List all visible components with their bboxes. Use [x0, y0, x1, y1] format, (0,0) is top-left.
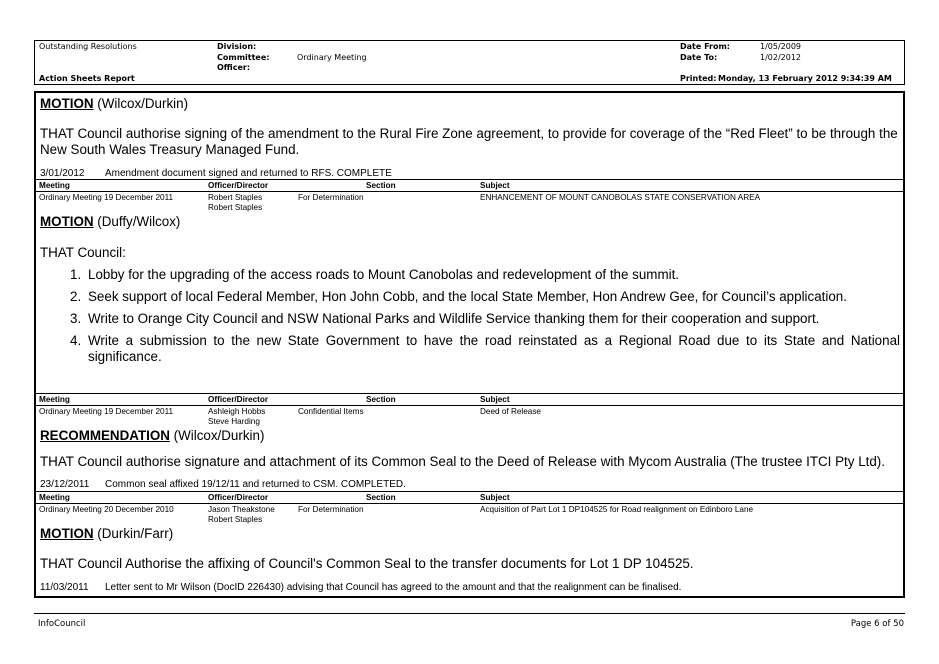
- motion-movers: (Duffy/Wilcox): [93, 214, 181, 229]
- director-value: Robert Staples: [208, 203, 263, 212]
- col-subject: Subject: [480, 181, 510, 190]
- recommendation-heading: [40, 428, 264, 444]
- meeting-value: Ordinary Meeting 20 December 2010: [39, 505, 174, 514]
- motion-heading: [40, 96, 188, 112]
- printed-label: Printed:: [680, 74, 717, 83]
- col-subject: Subject: [480, 395, 510, 404]
- officer-value: Jason Theakstone: [208, 505, 275, 514]
- action-text: Amendment document signed and returned to RFS. COMPLETE: [105, 168, 392, 179]
- director-value: Robert Staples: [208, 515, 263, 524]
- officer-value: Ashleigh Hobbs: [208, 407, 266, 416]
- motion-movers: (Wilcox/Durkin): [93, 96, 189, 111]
- printed-value: Monday, 13 February 2012 9:34:39 AM: [718, 74, 892, 83]
- action-text: Letter sent to Mr Wilson (DocID 226430) advising that Council has agreed to the amount and that the realignment can be finalised.: [105, 582, 682, 593]
- date-from-label: Date From:: [680, 42, 731, 51]
- page-number: Page 6 of 50: [850, 619, 904, 629]
- resolution-items: [70, 267, 900, 371]
- resolution-text: THAT Council authorise signature and attachment of its Common Seal to the Deed of Release with Mycom Australia (The trustee ITCI Pty Ltd).: [40, 454, 885, 469]
- motion-movers: (Durkin/Farr): [93, 526, 174, 541]
- action-date: 23/12/2011: [40, 479, 90, 490]
- footer-app-name: InfoCouncil: [38, 619, 86, 629]
- action-date: 11/03/2011: [40, 582, 89, 593]
- col-meeting: Meeting: [39, 395, 70, 404]
- col-officer: Officer/Director: [208, 493, 269, 502]
- divider: [36, 503, 903, 504]
- divider: [36, 405, 903, 406]
- resolution-text: THAT Council authorise signing of the amendment to the Rural Fire Zone agreement, to provide for coverage of the “Red Fleet” to be through the New South Wales Treasury Managed Fund.: [40, 126, 898, 157]
- officer-value: Robert Staples: [208, 193, 263, 202]
- motion-heading: [40, 526, 173, 542]
- director-value: Steve Harding: [208, 417, 260, 426]
- officer-label: Officer:: [217, 63, 251, 72]
- report-header: [34, 40, 905, 85]
- report-type: Action Sheets Report: [39, 74, 135, 83]
- section-value: For Determination: [298, 505, 364, 514]
- motion-keyword: MOTION: [40, 96, 94, 111]
- col-subject: Subject: [480, 493, 510, 502]
- divider: [36, 393, 903, 394]
- col-officer: Officer/Director: [208, 395, 269, 404]
- list-item: 2. Seek support of local Federal Member, Hon John Cobb, and the local State Member, Hon Andrew Gee, for Council’s application.: [70, 289, 847, 304]
- report-title: Outstanding Resolutions: [39, 42, 137, 51]
- action-text: Common seal affixed 19/12/11 and returned to CSM. COMPLETED.: [105, 479, 406, 490]
- division-label: Division:: [217, 42, 257, 51]
- date-to-value: 1/02/2012: [760, 53, 802, 62]
- col-meeting: Meeting: [39, 181, 70, 190]
- resolution-text: THAT Council Authorise the affixing of Council's Common Seal to the transfer documents for Lot 1 DP 104525.: [40, 556, 694, 571]
- motion-keyword: RECOMMENDATION: [40, 428, 170, 443]
- col-officer: Officer/Director: [208, 181, 269, 190]
- motion-movers: (Wilcox/Durkin): [169, 428, 265, 443]
- motion-keyword: MOTION: [40, 214, 94, 229]
- section-value: For Determination: [298, 193, 364, 202]
- divider: [36, 491, 903, 492]
- subject-value: Acquisition of Part Lot 1 DP104525 for Road realignment on Edinboro Lane: [480, 505, 754, 514]
- motion-keyword: MOTION: [40, 526, 94, 541]
- subject-value: Deed of Release: [480, 407, 541, 416]
- resolutions-box: [34, 91, 905, 598]
- subject-value: ENHANCEMENT OF MOUNT CANOBOLAS STATE CONSERVATION AREA: [480, 193, 761, 202]
- col-section: Section: [366, 181, 396, 190]
- date-from-value: 1/05/2009: [760, 42, 802, 51]
- col-section: Section: [366, 395, 396, 404]
- committee-label: Committee:: [217, 53, 270, 62]
- action-date: 3/01/2012: [40, 168, 85, 179]
- divider: [36, 191, 903, 192]
- date-to-label: Date To:: [680, 53, 718, 62]
- divider: [36, 179, 903, 180]
- footer-divider: [34, 613, 905, 614]
- meeting-value: Ordinary Meeting 19 December 2011: [39, 407, 174, 416]
- meeting-value: Ordinary Meeting 19 December 2011: [39, 193, 174, 202]
- col-section: Section: [366, 493, 396, 502]
- motion-heading: [40, 214, 180, 230]
- list-item: 1. Lobby for the upgrading of the access roads to Mount Canobolas and redevelopment of the summit.: [70, 267, 680, 282]
- committee-value: Ordinary Meeting: [297, 53, 367, 62]
- section-value: Confidential Items: [298, 407, 364, 416]
- list-item: 4. Write a submission to the new State Government to have the road reinstated as a Regional Road due to its State and National significance.: [70, 333, 900, 364]
- col-meeting: Meeting: [39, 493, 70, 502]
- list-item: 3. Write to Orange City Council and NSW National Parks and Wildlife Service thanking them for their cooperation and support.: [70, 311, 820, 326]
- resolution-intro: THAT Council:: [40, 245, 126, 260]
